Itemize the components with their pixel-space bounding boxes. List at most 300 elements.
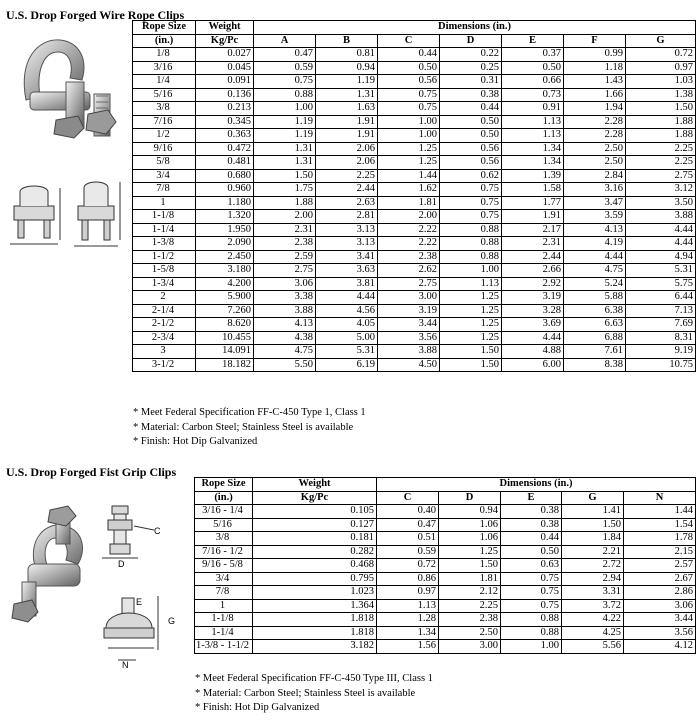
rope-size-cell: 5/16 xyxy=(133,88,196,102)
dimension-cell: 1.43 xyxy=(564,75,626,89)
dimension-cell: 1.06 xyxy=(439,532,501,546)
dimension-cell: 2.25 xyxy=(439,599,501,613)
dimension-cell: 1.81 xyxy=(378,196,440,210)
dimension-cell: 0.56 xyxy=(378,75,440,89)
dimension-cell: 1.31 xyxy=(316,88,378,102)
dimension-cell: 1.50 xyxy=(562,518,624,532)
dimension-cell: 2.44 xyxy=(316,183,378,197)
header-dim-n: N xyxy=(624,491,696,505)
header-rope-size: Rope Size xyxy=(195,478,253,492)
dimension-cell: 0.86 xyxy=(377,572,439,586)
dimension-cell: 3.16 xyxy=(564,183,626,197)
dimension-cell: 7.13 xyxy=(626,304,696,318)
dimension-cell: 0.91 xyxy=(502,102,564,116)
dimension-cell: 1.00 xyxy=(378,115,440,129)
weight-cell: 0.472 xyxy=(196,142,254,156)
table-row xyxy=(133,102,696,116)
table-row xyxy=(133,237,696,251)
note: * Finish: Hot Dip Galvanized xyxy=(133,436,258,447)
weight-cell: 2.450 xyxy=(196,250,254,264)
dimension-cell: 4.44 xyxy=(502,331,564,345)
table-row xyxy=(133,250,696,264)
dimension-cell: 3.13 xyxy=(316,237,378,251)
dimension-cell: 2.25 xyxy=(626,142,696,156)
dimension-cell: 2.66 xyxy=(502,264,564,278)
dimension-cell: 4.44 xyxy=(564,250,626,264)
dimension-cell: 0.88 xyxy=(440,250,502,264)
rope-size-cell: 1-5/8 xyxy=(133,264,196,278)
table-row xyxy=(133,196,696,210)
dimension-cell: 1.00 xyxy=(501,640,562,654)
dimension-cell: 3.72 xyxy=(562,599,624,613)
dimension-cell: 0.94 xyxy=(316,61,378,75)
header-unit-weight: Kg/Pc xyxy=(196,34,254,48)
dimension-cell: 1.13 xyxy=(502,129,564,143)
dimension-cell: 3.13 xyxy=(316,223,378,237)
dimension-cell: 7.61 xyxy=(564,345,626,359)
dimension-cell: 1.77 xyxy=(502,196,564,210)
table-row xyxy=(133,142,696,156)
weight-cell: 3.182 xyxy=(253,640,377,654)
dimension-cell: 1.50 xyxy=(440,345,502,359)
dimension-cell: 4.44 xyxy=(316,291,378,305)
table-row xyxy=(133,210,696,224)
weight-cell: 4.200 xyxy=(196,277,254,291)
weight-cell: 0.027 xyxy=(196,48,254,62)
dimension-cell: 0.75 xyxy=(440,210,502,224)
dimension-cell: 1.25 xyxy=(440,304,502,318)
header-dim-f: F xyxy=(564,34,626,48)
dimension-cell: 2.06 xyxy=(316,142,378,156)
dimension-cell: 2.63 xyxy=(316,196,378,210)
dimension-cell: 0.44 xyxy=(501,532,562,546)
dimension-cell: 3.44 xyxy=(624,613,696,627)
rope-size-cell: 2-1/4 xyxy=(133,304,196,318)
rope-size-cell: 1-3/4 xyxy=(133,277,196,291)
dimension-cell: 2.31 xyxy=(502,237,564,251)
dimension-cell: 2.84 xyxy=(564,169,626,183)
weight-cell: 0.045 xyxy=(196,61,254,75)
dimension-cell: 0.40 xyxy=(377,505,439,519)
rope-size-cell: 3/4 xyxy=(195,572,253,586)
dimension-cell: 2.75 xyxy=(378,277,440,291)
dimension-cell: 3.31 xyxy=(562,586,624,600)
dimension-cell: 2.12 xyxy=(439,586,501,600)
dimension-cell: 1.50 xyxy=(440,358,502,372)
header-rope-size: Rope Size xyxy=(133,21,196,35)
rope-size-cell: 1/2 xyxy=(133,129,196,143)
dimension-cell: 3.19 xyxy=(378,304,440,318)
dimension-cell: 1.58 xyxy=(502,183,564,197)
rope-size-cell: 5/8 xyxy=(133,156,196,170)
dimension-cell: 3.06 xyxy=(624,599,696,613)
dimension-cell: 9.19 xyxy=(626,345,696,359)
dimension-cell: 1.41 xyxy=(562,505,624,519)
fist-grip-clips-notes xyxy=(195,672,433,716)
dimension-cell: 3.56 xyxy=(378,331,440,345)
dimension-cell: 2.81 xyxy=(316,210,378,224)
table-row xyxy=(195,640,696,654)
header-dim-a: A xyxy=(254,34,316,48)
weight-cell: 0.213 xyxy=(196,102,254,116)
table-row xyxy=(195,586,696,600)
header-dimensions: Dimensions (in.) xyxy=(377,478,696,492)
dimension-cell: 0.73 xyxy=(502,88,564,102)
dimension-cell: 2.00 xyxy=(378,210,440,224)
wire-rope-clip-drawing xyxy=(6,178,124,254)
header-unit-size: (in.) xyxy=(133,34,196,48)
dimension-cell: 10.75 xyxy=(626,358,696,372)
dimension-cell: 5.88 xyxy=(564,291,626,305)
dimension-cell: 0.50 xyxy=(378,61,440,75)
dimension-cell: 1.91 xyxy=(316,115,378,129)
weight-cell: 1.180 xyxy=(196,196,254,210)
rope-size-cell: 3 xyxy=(133,345,196,359)
fist-grip-clips-table xyxy=(194,477,696,654)
dimension-cell: 6.63 xyxy=(564,318,626,332)
dimension-cell: 2.44 xyxy=(502,250,564,264)
dimension-cell: 3.56 xyxy=(624,626,696,640)
table-row xyxy=(133,129,696,143)
weight-cell: 18.182 xyxy=(196,358,254,372)
dimension-cell: 3.00 xyxy=(439,640,501,654)
dimension-cell: 3.41 xyxy=(316,250,378,264)
table-row xyxy=(133,264,696,278)
dimension-cell: 0.38 xyxy=(501,505,562,519)
dimension-cell: 4.38 xyxy=(254,331,316,345)
dimension-cell: 0.22 xyxy=(440,48,502,62)
rope-size-cell: 1-3/8 - 1-1/2 xyxy=(195,640,253,654)
dimension-cell: 1.18 xyxy=(564,61,626,75)
dimension-cell: 1.63 xyxy=(316,102,378,116)
dimension-cell: 4.44 xyxy=(626,237,696,251)
rope-size-cell: 2 xyxy=(133,291,196,305)
rope-size-cell: 3/4 xyxy=(133,169,196,183)
dimension-cell: 1.88 xyxy=(626,129,696,143)
rope-size-cell: 2-1/2 xyxy=(133,318,196,332)
weight-cell: 0.345 xyxy=(196,115,254,129)
dimension-cell: 4.94 xyxy=(626,250,696,264)
dimension-cell: 0.88 xyxy=(254,88,316,102)
table-row xyxy=(133,345,696,359)
rope-size-cell: 1-1/4 xyxy=(195,626,253,640)
dimension-cell: 2.50 xyxy=(564,142,626,156)
header-dim-d: D xyxy=(440,34,502,48)
dimension-cell: 5.56 xyxy=(562,640,624,654)
fist-grip-clips-title: U.S. Drop Forged Fist Grip Clips xyxy=(6,465,177,479)
dimension-cell: 4.25 xyxy=(562,626,624,640)
dimension-cell: 4.12 xyxy=(624,640,696,654)
dimension-cell: 0.88 xyxy=(501,626,562,640)
weight-cell: 1.818 xyxy=(253,613,377,627)
dimension-cell: 2.72 xyxy=(562,559,624,573)
dimension-cell: 1.31 xyxy=(254,156,316,170)
rope-size-cell: 1 xyxy=(133,196,196,210)
table-row xyxy=(195,518,696,532)
dimension-cell: 1.88 xyxy=(626,115,696,129)
weight-cell: 7.260 xyxy=(196,304,254,318)
weight-cell: 0.363 xyxy=(196,129,254,143)
rope-size-cell: 7/16 xyxy=(133,115,196,129)
header-dim-c: C xyxy=(378,34,440,48)
dimension-cell: 2.59 xyxy=(254,250,316,264)
dimension-cell: 1.50 xyxy=(254,169,316,183)
rope-size-cell: 1/8 xyxy=(133,48,196,62)
dimension-cell: 3.88 xyxy=(626,210,696,224)
dimension-cell: 2.92 xyxy=(502,277,564,291)
weight-cell: 14.091 xyxy=(196,345,254,359)
note: * Material: Carbon Steel; Stainless Steel is available xyxy=(195,687,416,699)
dimension-cell: 1.25 xyxy=(440,331,502,345)
dimension-cell: 1.13 xyxy=(502,115,564,129)
dimension-cell: 0.88 xyxy=(440,223,502,237)
note: * Meet Federal Specification FF-C-450 Type 1, Class 1 xyxy=(133,407,366,418)
dimension-cell: 0.75 xyxy=(378,88,440,102)
dimension-cell: 0.56 xyxy=(440,142,502,156)
dimension-cell: 3.88 xyxy=(254,304,316,318)
dimension-cell: 1.34 xyxy=(377,626,439,640)
header-unit-size: (in.) xyxy=(195,491,253,505)
fist-grip-clip-photo xyxy=(6,500,100,630)
table-row xyxy=(133,331,696,345)
dimension-cell: 2.86 xyxy=(624,586,696,600)
weight-cell: 1.818 xyxy=(253,626,377,640)
dimension-cell: 1.19 xyxy=(316,75,378,89)
rope-size-cell: 1 xyxy=(195,599,253,613)
dimension-cell: 0.75 xyxy=(440,196,502,210)
dimension-cell: 1.84 xyxy=(562,532,624,546)
dimension-cell: 6.88 xyxy=(564,331,626,345)
rope-size-cell: 3-1/2 xyxy=(133,358,196,372)
dimension-cell: 1.50 xyxy=(626,102,696,116)
header-dim-c: C xyxy=(377,491,439,505)
dimension-cell: 1.91 xyxy=(316,129,378,143)
dimension-cell: 5.31 xyxy=(316,345,378,359)
header-dim-b: B xyxy=(316,34,378,48)
rope-size-cell: 1-1/8 xyxy=(195,613,253,627)
weight-cell: 8.620 xyxy=(196,318,254,332)
weight-cell: 3.180 xyxy=(196,264,254,278)
rope-size-cell: 3/8 xyxy=(195,532,253,546)
dimension-cell: 0.75 xyxy=(501,572,562,586)
dimension-cell: 0.47 xyxy=(254,48,316,62)
note: * Material: Carbon Steel; Stainless Steel is available xyxy=(133,421,354,433)
dimension-cell: 5.24 xyxy=(564,277,626,291)
weight-cell: 0.181 xyxy=(253,532,377,546)
dimension-cell: 6.44 xyxy=(626,291,696,305)
rope-size-cell: 1-3/8 xyxy=(133,237,196,251)
weight-cell: 5.900 xyxy=(196,291,254,305)
dimension-cell: 2.15 xyxy=(624,545,696,559)
rope-size-cell: 1/4 xyxy=(133,75,196,89)
dimension-cell: 0.75 xyxy=(501,599,562,613)
dimension-cell: 2.25 xyxy=(626,156,696,170)
header-unit-weight: Kg/Pc xyxy=(253,491,377,505)
dimension-cell: 0.75 xyxy=(440,183,502,197)
dimension-cell: 2.28 xyxy=(564,129,626,143)
weight-cell: 1.950 xyxy=(196,223,254,237)
dimension-cell: 3.63 xyxy=(316,264,378,278)
dimension-cell: 0.44 xyxy=(378,48,440,62)
table-row xyxy=(133,277,696,291)
dimension-cell: 3.47 xyxy=(564,196,626,210)
dimension-cell: 0.97 xyxy=(626,61,696,75)
dimension-cell: 2.25 xyxy=(316,169,378,183)
dimension-cell: 3.59 xyxy=(564,210,626,224)
dimension-cell: 1.06 xyxy=(439,518,501,532)
dimension-cell: 3.44 xyxy=(378,318,440,332)
dimension-cell: 1.78 xyxy=(624,532,696,546)
dimension-cell: 1.44 xyxy=(378,169,440,183)
weight-cell: 1.023 xyxy=(253,586,377,600)
dimension-cell: 1.81 xyxy=(439,572,501,586)
dimension-cell: 1.25 xyxy=(439,545,501,559)
dimension-cell: 0.37 xyxy=(502,48,564,62)
wire-rope-clip-photo xyxy=(8,30,120,142)
dimension-cell: 1.91 xyxy=(502,210,564,224)
dimension-cell: 2.38 xyxy=(254,237,316,251)
label-e: E xyxy=(136,597,143,607)
dimension-cell: 2.28 xyxy=(564,115,626,129)
dimension-cell: 1.56 xyxy=(377,640,439,654)
table-row xyxy=(133,291,696,305)
dimension-cell: 1.34 xyxy=(502,156,564,170)
table-row xyxy=(195,559,696,573)
dimension-cell: 3.06 xyxy=(254,277,316,291)
weight-cell: 0.468 xyxy=(253,559,377,573)
dimension-cell: 4.44 xyxy=(626,223,696,237)
dimension-cell: 6.00 xyxy=(502,358,564,372)
table-row xyxy=(133,75,696,89)
header-dimensions: Dimensions (in.) xyxy=(254,21,696,35)
table-row xyxy=(133,223,696,237)
dimension-cell: 0.75 xyxy=(501,586,562,600)
dimension-cell: 4.50 xyxy=(378,358,440,372)
dimension-cell: 5.00 xyxy=(316,331,378,345)
table-row xyxy=(195,613,696,627)
header-dim-d: D xyxy=(439,491,501,505)
dimension-cell: 3.88 xyxy=(378,345,440,359)
dimension-cell: 0.59 xyxy=(377,545,439,559)
table-row xyxy=(195,532,696,546)
rope-size-cell: 2-3/4 xyxy=(133,331,196,345)
label-g: G xyxy=(168,616,176,626)
rope-size-cell: 3/8 xyxy=(133,102,196,116)
note: * Meet Federal Specification FF-C-450 Type III, Class 1 xyxy=(195,673,433,684)
dimension-cell: 2.62 xyxy=(378,264,440,278)
rope-size-cell: 3/16 - 1/4 xyxy=(195,505,253,519)
dimension-cell: 2.31 xyxy=(254,223,316,237)
rope-size-cell: 1-1/8 xyxy=(133,210,196,224)
weight-cell: 0.105 xyxy=(253,505,377,519)
header-dim-e: E xyxy=(502,34,564,48)
dimension-cell: 5.75 xyxy=(626,277,696,291)
dimension-cell: 4.13 xyxy=(254,318,316,332)
wire-rope-clips-title: U.S. Drop Forged Wire Rope Clips xyxy=(6,8,185,22)
dimension-cell: 7.69 xyxy=(626,318,696,332)
weight-cell: 0.481 xyxy=(196,156,254,170)
dimension-cell: 2.75 xyxy=(254,264,316,278)
dimension-cell: 3.12 xyxy=(626,183,696,197)
dimension-cell: 1.13 xyxy=(440,277,502,291)
dimension-cell: 2.50 xyxy=(564,156,626,170)
dimension-cell: 0.81 xyxy=(316,48,378,62)
dimension-cell: 0.47 xyxy=(377,518,439,532)
dimension-cell: 0.88 xyxy=(440,237,502,251)
dimension-cell: 0.50 xyxy=(440,129,502,143)
dimension-cell: 1.94 xyxy=(564,102,626,116)
header-dim-e: E xyxy=(501,491,562,505)
dimension-cell: 2.57 xyxy=(624,559,696,573)
rope-size-cell: 7/16 - 1/2 xyxy=(195,545,253,559)
dimension-cell: 2.94 xyxy=(562,572,624,586)
dimension-cell: 1.75 xyxy=(254,183,316,197)
dimension-cell: 2.75 xyxy=(626,169,696,183)
dimension-cell: 2.00 xyxy=(254,210,316,224)
dimension-cell: 0.44 xyxy=(440,102,502,116)
header-weight: Weight xyxy=(253,478,377,492)
dimension-cell: 0.75 xyxy=(378,102,440,116)
table-row xyxy=(133,304,696,318)
dimension-cell: 5.31 xyxy=(626,264,696,278)
label-c: C xyxy=(154,526,161,536)
dimension-cell: 1.00 xyxy=(378,129,440,143)
dimension-cell: 1.13 xyxy=(377,599,439,613)
dimension-cell: 1.34 xyxy=(502,142,564,156)
dimension-cell: 2.50 xyxy=(439,626,501,640)
table-row xyxy=(195,599,696,613)
table-row xyxy=(133,358,696,372)
dimension-cell: 4.13 xyxy=(564,223,626,237)
weight-cell: 10.455 xyxy=(196,331,254,345)
table-row xyxy=(133,88,696,102)
note: * Finish: Hot Dip Galvanized xyxy=(195,702,320,713)
dimension-cell: 1.25 xyxy=(378,156,440,170)
dimension-cell: 3.28 xyxy=(502,304,564,318)
header-weight: Weight xyxy=(196,21,254,35)
table-row xyxy=(133,318,696,332)
dimension-cell: 2.21 xyxy=(562,545,624,559)
dimension-cell: 3.38 xyxy=(254,291,316,305)
dimension-cell: 0.94 xyxy=(439,505,501,519)
dimension-cell: 0.31 xyxy=(440,75,502,89)
dimension-cell: 0.63 xyxy=(501,559,562,573)
weight-cell: 2.090 xyxy=(196,237,254,251)
dimension-cell: 2.17 xyxy=(502,223,564,237)
dimension-cell: 4.22 xyxy=(562,613,624,627)
table-row xyxy=(195,505,696,519)
table-row xyxy=(133,115,696,129)
dimension-cell: 2.06 xyxy=(316,156,378,170)
weight-cell: 0.960 xyxy=(196,183,254,197)
weight-cell: 0.136 xyxy=(196,88,254,102)
rope-size-cell: 1-1/4 xyxy=(133,223,196,237)
dimension-cell: 1.19 xyxy=(254,115,316,129)
dimension-cell: 0.66 xyxy=(502,75,564,89)
dimension-cell: 0.38 xyxy=(501,518,562,532)
dimension-cell: 1.31 xyxy=(254,142,316,156)
rope-size-cell: 7/8 xyxy=(195,586,253,600)
rope-size-cell: 9/16 - 5/8 xyxy=(195,559,253,573)
dimension-cell: 3.50 xyxy=(626,196,696,210)
dimension-cell: 3.19 xyxy=(502,291,564,305)
label-n: N xyxy=(122,660,129,670)
dimension-cell: 4.56 xyxy=(316,304,378,318)
dimension-cell: 1.39 xyxy=(502,169,564,183)
dimension-cell: 0.75 xyxy=(254,75,316,89)
table-row xyxy=(133,183,696,197)
dimension-cell: 0.72 xyxy=(626,48,696,62)
